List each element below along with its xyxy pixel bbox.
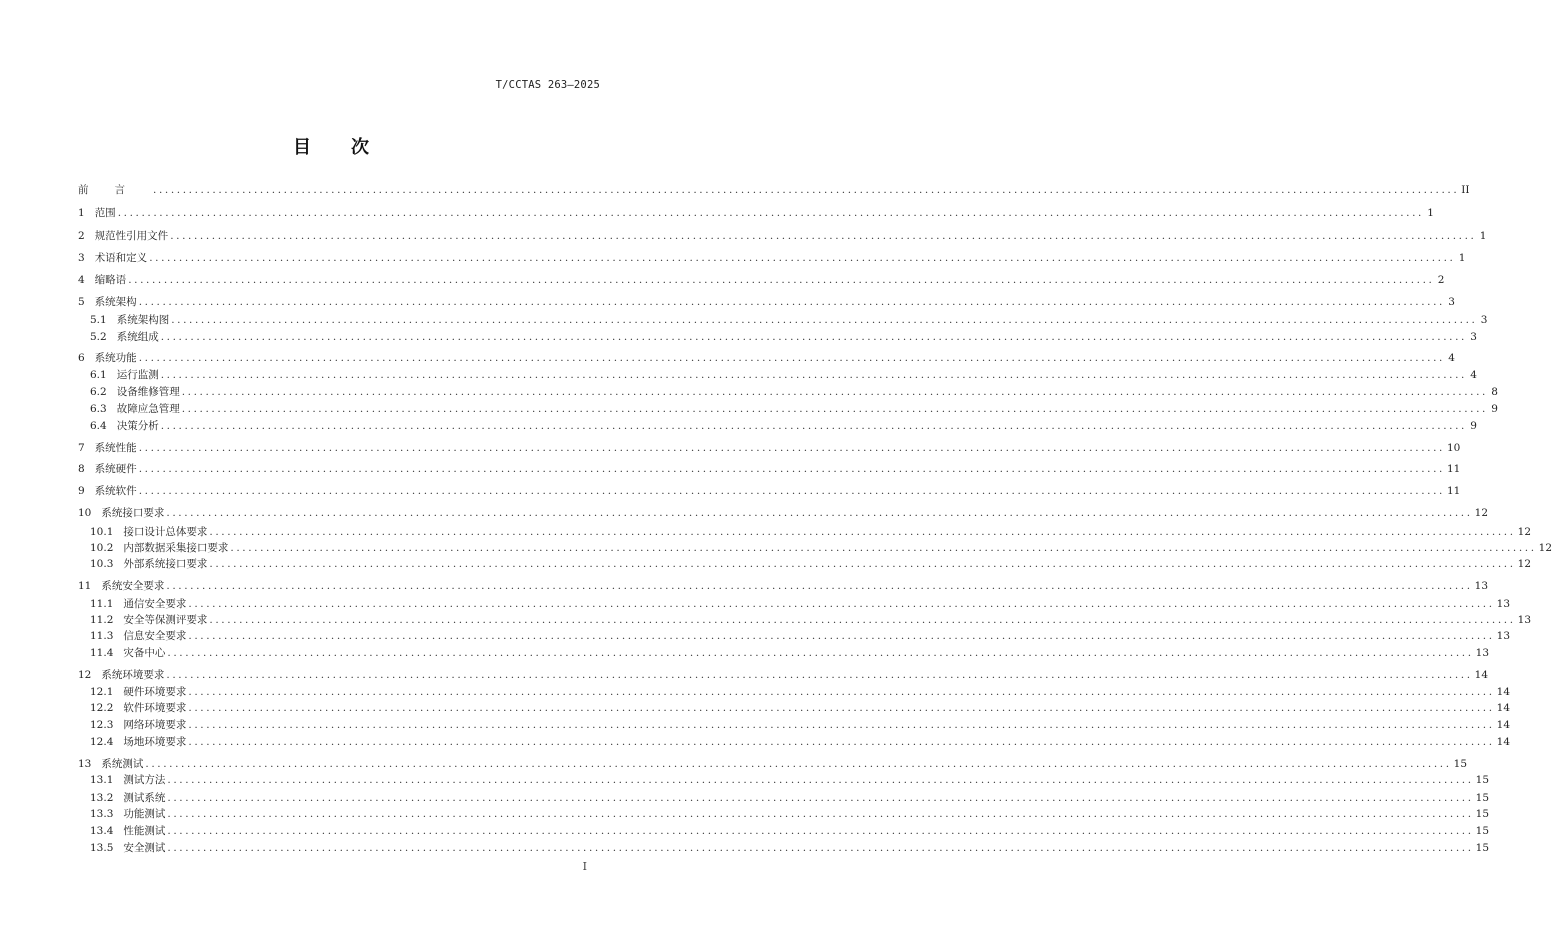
toc-entry-page: 1	[1479, 230, 1487, 242]
toc-entry[interactable]	[90, 312, 1488, 328]
toc-entry-label: 测试系统	[123, 792, 166, 804]
toc-leader-dots: ............................................................................................................................................................................................................................	[188, 630, 1495, 642]
toc-entry-page: 13	[1475, 647, 1490, 659]
toc-entry-label: 决策分析	[116, 420, 159, 432]
toc-entry[interactable]	[90, 540, 1552, 556]
toc-leader-dots: ............................................................................................................................................................................................................................	[230, 542, 1537, 554]
page-title: 目次	[293, 137, 409, 158]
toc-entry-number: 9	[78, 485, 85, 497]
toc-entry[interactable]	[90, 700, 1511, 716]
toc-entry-page: 15	[1475, 792, 1490, 804]
toc-entry-page: 12	[1538, 542, 1552, 554]
toc-leader-dots: ............................................................................................................................................................................................................................	[138, 352, 1445, 364]
toc-entry[interactable]	[90, 684, 1511, 700]
toc-entry[interactable]	[78, 578, 1489, 594]
toc-leader-dots: ............................................................................................................................................................................................................................	[167, 774, 1474, 786]
toc-entry-page: 12	[1517, 526, 1532, 538]
toc-entry-page: 15	[1453, 758, 1468, 770]
toc-entry[interactable]	[90, 772, 1490, 788]
toc-entry-page: 13	[1517, 614, 1532, 626]
toc-leader-dots: ............................................................................................................................................................................................................................	[153, 184, 1460, 196]
toc-entry[interactable]	[90, 806, 1490, 822]
toc-entry-label: 灾备中心	[123, 647, 166, 659]
toc-leader-dots: ............................................................................................................................................................................................................................	[167, 792, 1474, 804]
toc-entry-label: 系统软件	[94, 485, 137, 497]
toc-leader-dots: ............................................................................................................................................................................................................................	[138, 485, 1445, 497]
toc-leader-dots: ............................................................................................................................................................................................................................	[188, 686, 1495, 698]
toc-entry-page: 4	[1448, 352, 1455, 364]
toc-entry-label: 系统环境要求	[101, 669, 165, 681]
toc-leader-dots: ............................................................................................................................................................................................................................	[167, 647, 1474, 659]
page-number: I	[582, 860, 587, 873]
toc-entry-label: 系统性能	[94, 442, 137, 454]
toc-entry-number: 8	[78, 463, 85, 475]
toc-leader-dots: ............................................................................................................................................................................................................................	[209, 558, 1516, 570]
toc-leader-dots: ............................................................................................................................................................................................................................	[160, 420, 1467, 432]
toc-entry-number: 5.1	[90, 314, 107, 326]
toc-entry-page: 13	[1496, 598, 1511, 610]
toc-leader-dots: ............................................................................................................................................................................................................................	[166, 507, 1473, 519]
toc-entry-page: 10	[1446, 442, 1461, 454]
toc-entry-number: 12	[78, 669, 92, 681]
toc-entry-number: 10.2	[90, 542, 114, 554]
toc-entry[interactable]	[78, 440, 1461, 456]
toc-entry-page: 8	[1491, 386, 1498, 398]
toc-entry-page: 3	[1480, 314, 1488, 326]
toc-entry[interactable]	[90, 367, 1477, 383]
toc-entry-label: 安全等保测评要求	[123, 614, 208, 626]
toc-entry[interactable]	[78, 205, 1434, 221]
toc-leader-dots: ............................................................................................................................................................................................................................	[188, 719, 1495, 731]
toc-leader-dots: ............................................................................................................................................................................................................................	[138, 296, 1445, 308]
toc-leader-dots: ............................................................................................................................................................................................................................	[138, 463, 1445, 475]
toc-entry-label: 功能测试	[123, 808, 166, 820]
toc-entry-label: 范围	[94, 207, 116, 219]
toc-entry-page: 2	[1437, 274, 1445, 286]
toc-entry-number: 12.3	[90, 719, 114, 731]
toc-entry-label: 系统功能	[94, 352, 137, 364]
toc-entry-label: 软件环境要求	[123, 702, 187, 714]
toc-entry-page: II	[1461, 184, 1470, 196]
toc-entry-number: 3	[78, 252, 85, 264]
toc-entry-number: 11.3	[90, 630, 114, 642]
toc-entry-number: 13.3	[90, 808, 114, 820]
toc-leader-dots: ............................................................................................................................................................................................................................	[167, 842, 1474, 854]
toc-entry-page: 3	[1448, 296, 1455, 308]
toc-entry-number: 13.5	[90, 842, 114, 854]
toc-entry-number: 12.4	[90, 736, 114, 748]
toc-entry-label: 网络环境要求	[123, 719, 187, 731]
toc-entry-label: 术语和定义	[94, 252, 148, 264]
toc-entry-label: 接口设计总体要求	[123, 526, 208, 538]
toc-entry-number: 11.1	[90, 598, 114, 610]
toc-entry[interactable]	[90, 418, 1477, 434]
toc-leader-dots: ............................................................................................................................................................................................................................	[149, 252, 1456, 264]
toc-entry-page: 9	[1491, 403, 1498, 415]
toc-entry-number: 4	[78, 274, 85, 286]
toc-entry[interactable]	[90, 612, 1532, 628]
toc-entry-page: 14	[1496, 702, 1511, 714]
toc-entry-number: 7	[78, 442, 85, 454]
toc-entry-label: 系统硬件	[94, 463, 137, 475]
toc-entry-number: 5	[78, 296, 85, 308]
toc-entry[interactable]	[78, 294, 1455, 310]
toc-entry-page: 14	[1474, 669, 1489, 681]
toc-entry-number: 12.1	[90, 686, 114, 698]
toc-entry[interactable]	[78, 461, 1461, 477]
toc-entry-label: 运行监测	[116, 369, 159, 381]
toc-entry-page: 13	[1496, 630, 1511, 642]
toc-entry[interactable]	[78, 350, 1455, 366]
toc-entry-number: 12.2	[90, 702, 114, 714]
toc-entry-number: 6.4	[90, 420, 107, 432]
toc-entry-number: 1	[78, 207, 85, 219]
toc-entry[interactable]	[90, 329, 1477, 345]
toc-leader-dots: ............................................................................................................................................................................................................................	[209, 614, 1516, 626]
toc-entry-label: 测试方法	[123, 774, 166, 786]
toc-entry[interactable]	[90, 384, 1498, 400]
toc-entry-label: 系统测试	[101, 758, 144, 770]
toc-entry[interactable]	[78, 756, 1468, 772]
toc-leader-dots: ............................................................................................................................................................................................................................	[167, 808, 1474, 820]
toc-leader-dots: ............................................................................................................................................................................................................................	[138, 442, 1445, 454]
toc-leader-dots: ............................................................................................................................................................................................................................	[188, 736, 1495, 748]
toc-leader-dots: ............................................................................................................................................................................................................................	[209, 526, 1516, 538]
toc-entry-number: 10.3	[90, 558, 114, 570]
toc-entry-page: 15	[1475, 808, 1490, 820]
toc-entry[interactable]	[78, 505, 1489, 521]
toc-entry[interactable]	[78, 483, 1461, 499]
toc-leader-dots: ............................................................................................................................................................................................................................	[171, 314, 1478, 326]
toc-entry[interactable]	[78, 250, 1466, 266]
toc-entry-label: 前言	[78, 184, 151, 196]
toc-entry-number: 11	[78, 580, 92, 592]
toc-leader-dots: ............................................................................................................................................................................................................................	[117, 207, 1424, 219]
toc-entry-number: 6	[78, 352, 85, 364]
toc-entry[interactable]	[90, 524, 1532, 540]
toc-entry-page: 1	[1458, 252, 1466, 264]
toc-entry-number: 6.1	[90, 369, 107, 381]
toc-entry[interactable]	[90, 734, 1511, 750]
toc-entry[interactable]	[90, 556, 1532, 572]
toc-entry-number: 11.2	[90, 614, 114, 626]
toc-entry-number: 6.3	[90, 403, 107, 415]
toc-entry-label: 系统架构	[94, 296, 137, 308]
toc-entry[interactable]	[90, 645, 1490, 661]
toc-entry-label: 规范性引用文件	[94, 230, 169, 242]
toc-entry[interactable]	[90, 790, 1490, 806]
toc-leader-dots: ............................................................................................................................................................................................................................	[145, 758, 1452, 770]
toc-entry[interactable]	[78, 228, 1487, 244]
toc-entry-label: 性能测试	[123, 825, 166, 837]
toc-entry-label: 设备维修管理	[116, 386, 180, 398]
toc-entry-page: 12	[1517, 558, 1532, 570]
standard-code: T/CCTAS 263—2025	[495, 79, 600, 91]
toc-entry-label: 故障应急管理	[116, 403, 180, 415]
toc-entry-page: 15	[1475, 774, 1490, 786]
toc-leader-dots: ............................................................................................................................................................................................................................	[166, 580, 1473, 592]
toc-entry-page: 14	[1496, 719, 1511, 731]
toc-entry-page: 14	[1496, 686, 1511, 698]
toc-entry-label: 系统架构图	[116, 314, 170, 326]
toc-entry-page: 3	[1470, 331, 1477, 343]
toc-entry[interactable]	[90, 717, 1511, 733]
toc-entry-page: 4	[1470, 369, 1477, 381]
toc-entry-page: 15	[1475, 842, 1490, 854]
toc-entry-label: 系统组成	[116, 331, 159, 343]
toc-entry-number: 5.2	[90, 331, 107, 343]
toc-entry-page: 11	[1446, 485, 1461, 497]
toc-entry-label: 缩略语	[94, 274, 127, 286]
toc-entry-label: 系统安全要求	[101, 580, 165, 592]
toc-entry-number: 13	[78, 758, 92, 770]
toc-leader-dots: ............................................................................................................................................................................................................................	[160, 331, 1467, 343]
toc-entry-label: 系统接口要求	[101, 507, 165, 519]
toc-entry[interactable]	[90, 401, 1498, 417]
toc-entry-label: 场地环境要求	[123, 736, 187, 748]
toc-entry[interactable]	[90, 628, 1511, 644]
toc-entry-label: 硬件环境要求	[123, 686, 187, 698]
toc-entry[interactable]	[90, 596, 1511, 612]
toc-entry-label: 安全测试	[123, 842, 166, 854]
toc-entry-number: 10	[78, 507, 92, 519]
toc-leader-dots: ............................................................................................................................................................................................................................	[170, 230, 1477, 242]
toc-entry-number: 6.2	[90, 386, 107, 398]
toc-entry[interactable]	[78, 667, 1489, 683]
toc-leader-dots: ............................................................................................................................................................................................................................	[167, 825, 1474, 837]
toc-leader-dots: ............................................................................................................................................................................................................................	[128, 274, 1435, 286]
toc-entry-number: 13.1	[90, 774, 114, 786]
toc-leader-dots: ............................................................................................................................................................................................................................	[181, 403, 1488, 415]
toc-entry[interactable]	[78, 182, 1470, 198]
toc-entry[interactable]	[90, 840, 1490, 856]
toc-leader-dots: ............................................................................................................................................................................................................................	[160, 369, 1467, 381]
toc-entry-label: 外部系统接口要求	[123, 558, 208, 570]
toc-entry-label: 信息安全要求	[123, 630, 187, 642]
toc-entry-number: 10.1	[90, 526, 114, 538]
toc-leader-dots: ............................................................................................................................................................................................................................	[181, 386, 1488, 398]
toc-entry-page: 14	[1496, 736, 1511, 748]
toc-leader-dots: ............................................................................................................................................................................................................................	[188, 702, 1495, 714]
toc-entry-page: 13	[1474, 580, 1489, 592]
toc-entry-number: 13.4	[90, 825, 114, 837]
toc-entry[interactable]	[90, 823, 1490, 839]
toc-entry-page: 11	[1446, 463, 1461, 475]
toc-entry[interactable]	[78, 272, 1445, 288]
toc-entry-page: 9	[1470, 420, 1477, 432]
toc-entry-label: 内部数据采集接口要求	[123, 542, 229, 554]
toc-entry-page: 1	[1427, 207, 1434, 219]
toc-entry-page: 15	[1475, 825, 1490, 837]
toc-leader-dots: ............................................................................................................................................................................................................................	[188, 598, 1495, 610]
toc-entry-page: 12	[1474, 507, 1489, 519]
toc-entry-label: 通信安全要求	[123, 598, 187, 610]
toc-entry-number: 13.2	[90, 792, 114, 804]
toc-entry-number: 2	[78, 230, 85, 242]
toc-leader-dots: ............................................................................................................................................................................................................................	[166, 669, 1473, 681]
toc-entry-number: 11.4	[90, 647, 114, 659]
